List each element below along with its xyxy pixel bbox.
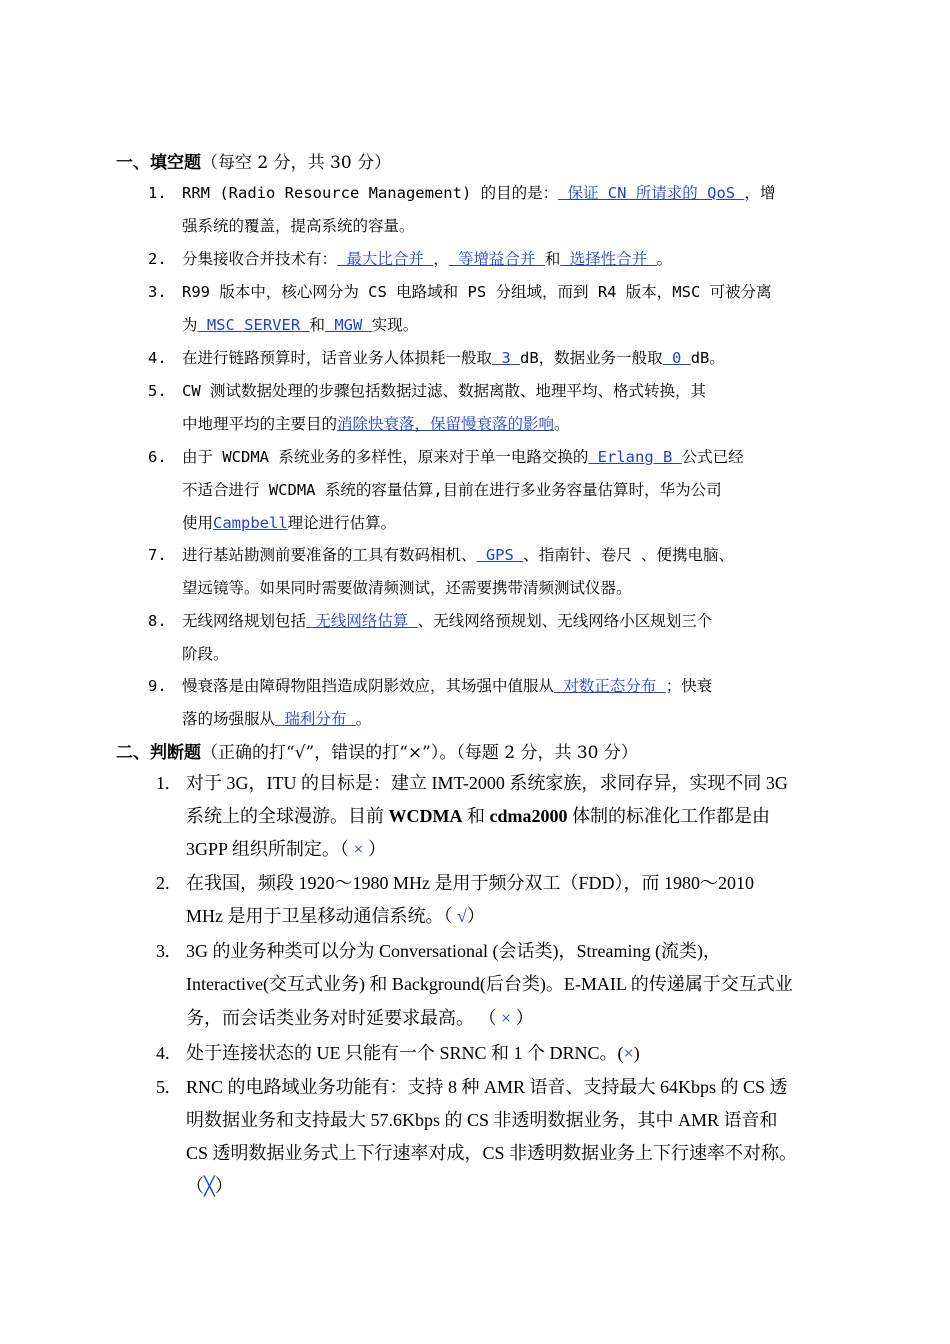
answer-mark: ╳ — [204, 1176, 215, 1196]
answer-blank: MSC SERVER — [197, 316, 310, 334]
item-text: 由于 WCDMA 系统业务的多样性，原来对于单一电路交换的 — [182, 448, 589, 466]
item-number: 2. — [156, 873, 170, 893]
item-text: dB，数据业务一般取 — [520, 349, 663, 367]
item-text: MHz 是用于卫星移动通信系统。（ — [186, 906, 457, 926]
item-number: 3. — [156, 941, 170, 961]
answer-blank: 瑞利分布 — [275, 710, 356, 728]
answer-blank: MGW — [325, 316, 372, 334]
item-text: ) — [633, 1043, 640, 1063]
item-text: 慢衰落是由障碍物阻挡造成阴影效应，其场强中值服从 — [182, 677, 555, 695]
item-number: 2. — [148, 250, 167, 268]
section-heading-fill-blank — [116, 148, 391, 173]
answer-blank: GPS — [476, 546, 524, 564]
section-note: （正确的打“√”，错误的打“×”）。（每题 2 分，共 30 分） — [201, 743, 638, 763]
item-text: 体制的标准化工作都是由 — [567, 806, 770, 826]
answer-blank: 0 — [662, 349, 691, 367]
item-text: 无线网络规划包括 — [182, 612, 307, 630]
item-text: ，增 — [744, 184, 776, 202]
item-number: 1. — [148, 184, 167, 202]
item-text-bold: cdma2000 — [489, 806, 568, 826]
item-text: 3GPP 组织所制定。（ — [186, 839, 354, 859]
item-text-bold: WCDMA — [388, 806, 463, 826]
answer-blank: 无线网络估算 — [306, 612, 418, 630]
item-text: 处于连接状态的 UE 只能有一个 SRNC 和 1 个 DRNC。( — [186, 1043, 624, 1063]
answer-blank: Erlang B — [588, 448, 682, 466]
item-text: 和 — [309, 316, 326, 334]
item-text: ） — [214, 1176, 233, 1196]
item-number: 9. — [148, 677, 167, 695]
item-text-line2: 强系统的覆盖，提高系统的容量。 — [182, 217, 415, 235]
item-number: 5. — [156, 1077, 170, 1097]
item-text: 中地理平均的主要目的 — [182, 415, 338, 433]
answer-blank: Campbell — [213, 514, 288, 532]
item-text: ， — [433, 250, 449, 268]
item-text-line2: 望远镜等。如果同时需要做清频测试，还需要携带清频测试仪器。 — [182, 579, 632, 597]
item-number: 3. — [148, 283, 167, 301]
answer-blank: 最大比合并 — [337, 250, 434, 268]
answer-blank: 3 — [492, 349, 521, 367]
item-text: 在我国，频段 1920～1980 MHz 是用于频分双工（FDD），而 1980～2010 — [186, 873, 754, 893]
item-text: 务，而会话类业务对时延要求最高。 （ — [186, 1008, 501, 1028]
item-number: 1. — [156, 773, 170, 793]
answer-blank: 消除快衰落，保留慢衰落的影响 — [337, 415, 555, 433]
item-text: ） — [511, 1008, 534, 1028]
item-text: 使用 — [182, 514, 214, 532]
item-text: 。 — [656, 250, 673, 268]
answer-mark: × — [623, 1043, 634, 1063]
answer-blank: 保证 CN 所请求的 QoS — [558, 184, 745, 202]
item-number: 4. — [148, 349, 167, 367]
answer-blank: 等增益合并 — [448, 250, 545, 268]
item-text-line2: 阶段。 — [182, 645, 229, 663]
item-text: 。 — [554, 415, 570, 433]
item-text: 为 — [182, 316, 198, 334]
item-text: 和 — [544, 250, 561, 268]
item-text: 进行基站勘测前要准备的工具有数码相机、 — [182, 546, 477, 564]
item-text: 3G 的业务种类可以分为 Conversational (会话类)，Streaming (流类)， — [186, 941, 721, 961]
item-text: ） — [368, 839, 387, 859]
section-heading-true-false — [116, 738, 638, 763]
answer-mark: × — [501, 1008, 512, 1028]
answer-blank: 对数正态分布 — [554, 677, 666, 695]
item-number: 8. — [148, 612, 167, 630]
item-text: 、指南针、卷尺 、便携电脑、 — [523, 546, 735, 564]
item-text: 在进行链路预算时，话音业务人体损耗一般取 — [182, 349, 493, 367]
item-text: 落的场强服从 — [182, 710, 276, 728]
item-text: ；快衰 — [665, 677, 713, 695]
item-text: R99 版本中，核心网分为 CS 电路域和 PS 分组域，而到 R4 版本，MSC 可被分离 — [182, 283, 772, 301]
item-number: 5. — [148, 382, 167, 400]
item-text: 理论进行估算。 — [287, 514, 397, 532]
item-number: 6. — [148, 448, 167, 466]
item-text: 公式已经 — [681, 448, 744, 466]
item-text: RNC 的电路域业务功能有：支持 8 种 AMR 语音、支持最大 64Kbps 的 CS 透 — [186, 1077, 788, 1097]
item-text-line2: 不适合进行 WCDMA 系统的容量估算,目前在进行多业务容量估算时，华为公司 — [182, 481, 722, 499]
item-text: 和 — [462, 806, 490, 826]
answer-blank: 选择性合并 — [560, 250, 657, 268]
item-text: CW 测试数据处理的步骤包括数据过滤、数据离散、地理平均、格式转换，其 — [182, 382, 706, 400]
section-note: （每空 2 分，共 30 分） — [201, 153, 392, 173]
item-text: RRM (Radio Resource Management) 的目的是： — [182, 184, 559, 202]
section-title: 一、填空题 — [116, 153, 201, 173]
item-text: 系统上的全球漫游。目前 — [186, 806, 389, 826]
item-number: 7. — [148, 546, 167, 564]
section-title: 二、判断题 — [116, 743, 201, 763]
item-text: 分集接收合并技术有： — [182, 250, 338, 268]
item-number: 4. — [156, 1043, 170, 1063]
item-text-line3: CS 透明数据业务式上下行速率对成，CS 非透明数据业务上下行速率不对称。 — [186, 1143, 798, 1163]
item-text: dB。 — [690, 349, 725, 367]
item-text: ） — [466, 906, 485, 926]
answer-mark: × — [353, 839, 369, 859]
item-text-line2: Interactive(交互式业务) 和 Background(后台类)。E-MAIL 的传递属于交互式业 — [186, 974, 793, 994]
item-text: （ — [186, 1176, 204, 1196]
item-text: 实现。 — [371, 316, 419, 334]
item-text: 。 — [355, 710, 372, 728]
item-text: 对于 3G，ITU 的目标是：建立 IMT-2000 系统家族，求同存异，实现不同 3G — [186, 773, 788, 793]
answer-mark: √ — [457, 906, 467, 926]
item-text: 、无线网络预规划、无线网络小区规划三个 — [417, 612, 713, 630]
item-text-line2: 明数据业务和支持最大 57.6Kbps 的 CS 非透明数据业务，其中 AMR 语音和 — [186, 1110, 778, 1130]
